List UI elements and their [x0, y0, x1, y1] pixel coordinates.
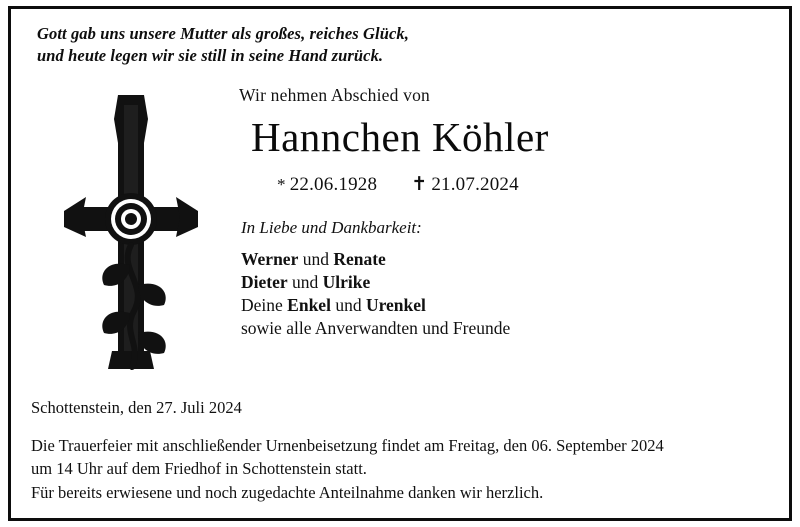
- death-date: 21.07.2024: [431, 173, 519, 195]
- service-details-line-1: Die Trauerfeier mit anschließender Urnenbeisetzung findet am Freitag, den 06. September 2024: [31, 435, 664, 455]
- service-details: [31, 434, 769, 504]
- motto-line-2: und heute legen wir sie still in seine Hand zurück.: [37, 45, 384, 65]
- birth-symbol: *: [277, 174, 286, 194]
- list-item: [241, 294, 769, 317]
- survivor-name: Ulrike: [322, 271, 371, 292]
- deceased-name: Hannchen Köhler: [251, 113, 549, 160]
- birth-date-group: [277, 174, 377, 196]
- lead-text: Wir nehmen Abschied von: [239, 84, 431, 105]
- place-and-date: Schottenstein, den 27. Juli 2024: [31, 397, 242, 417]
- list-item: [241, 271, 769, 294]
- announcement-text: [231, 83, 769, 341]
- survivor-name: Werner: [241, 248, 299, 269]
- survivor-prefix: Deine: [241, 295, 288, 316]
- list-item: sowie alle Anverwandten und Freunde: [241, 318, 511, 339]
- conjunction: und: [287, 271, 323, 292]
- list-item: [241, 248, 769, 271]
- death-symbol: ✝: [411, 173, 428, 195]
- death-date-group: [411, 173, 519, 196]
- motto-block: [37, 23, 769, 67]
- birth-date: 22.06.1928: [289, 173, 378, 195]
- dedication-text: In Liebe und Dankbarkeit:: [241, 217, 422, 237]
- announcement-block: [31, 83, 769, 379]
- survivor-name: Urenkel: [365, 295, 426, 316]
- conjunction: und: [298, 248, 334, 269]
- motto-line-1: Gott gab uns unsere Mutter als großes, reiches Glück,: [37, 24, 410, 43]
- cross-with-rose-icon: [31, 83, 231, 379]
- survivor-name: Dieter: [241, 271, 288, 292]
- service-details-line-2: um 14 Uhr auf dem Friedhof in Schottenstein statt.: [31, 459, 367, 479]
- life-dates: [277, 173, 769, 196]
- footer-block: [31, 398, 769, 504]
- survivors-list: [241, 248, 769, 341]
- notice-border: [8, 6, 792, 521]
- notice-content: [11, 9, 789, 518]
- conjunction: und: [330, 295, 366, 316]
- survivor-name: Enkel: [287, 295, 331, 316]
- service-details-line-3: Für bereits erwiesene und noch zugedachte Anteilnahme danken wir herzlich.: [31, 482, 544, 502]
- survivor-name: Renate: [333, 248, 386, 269]
